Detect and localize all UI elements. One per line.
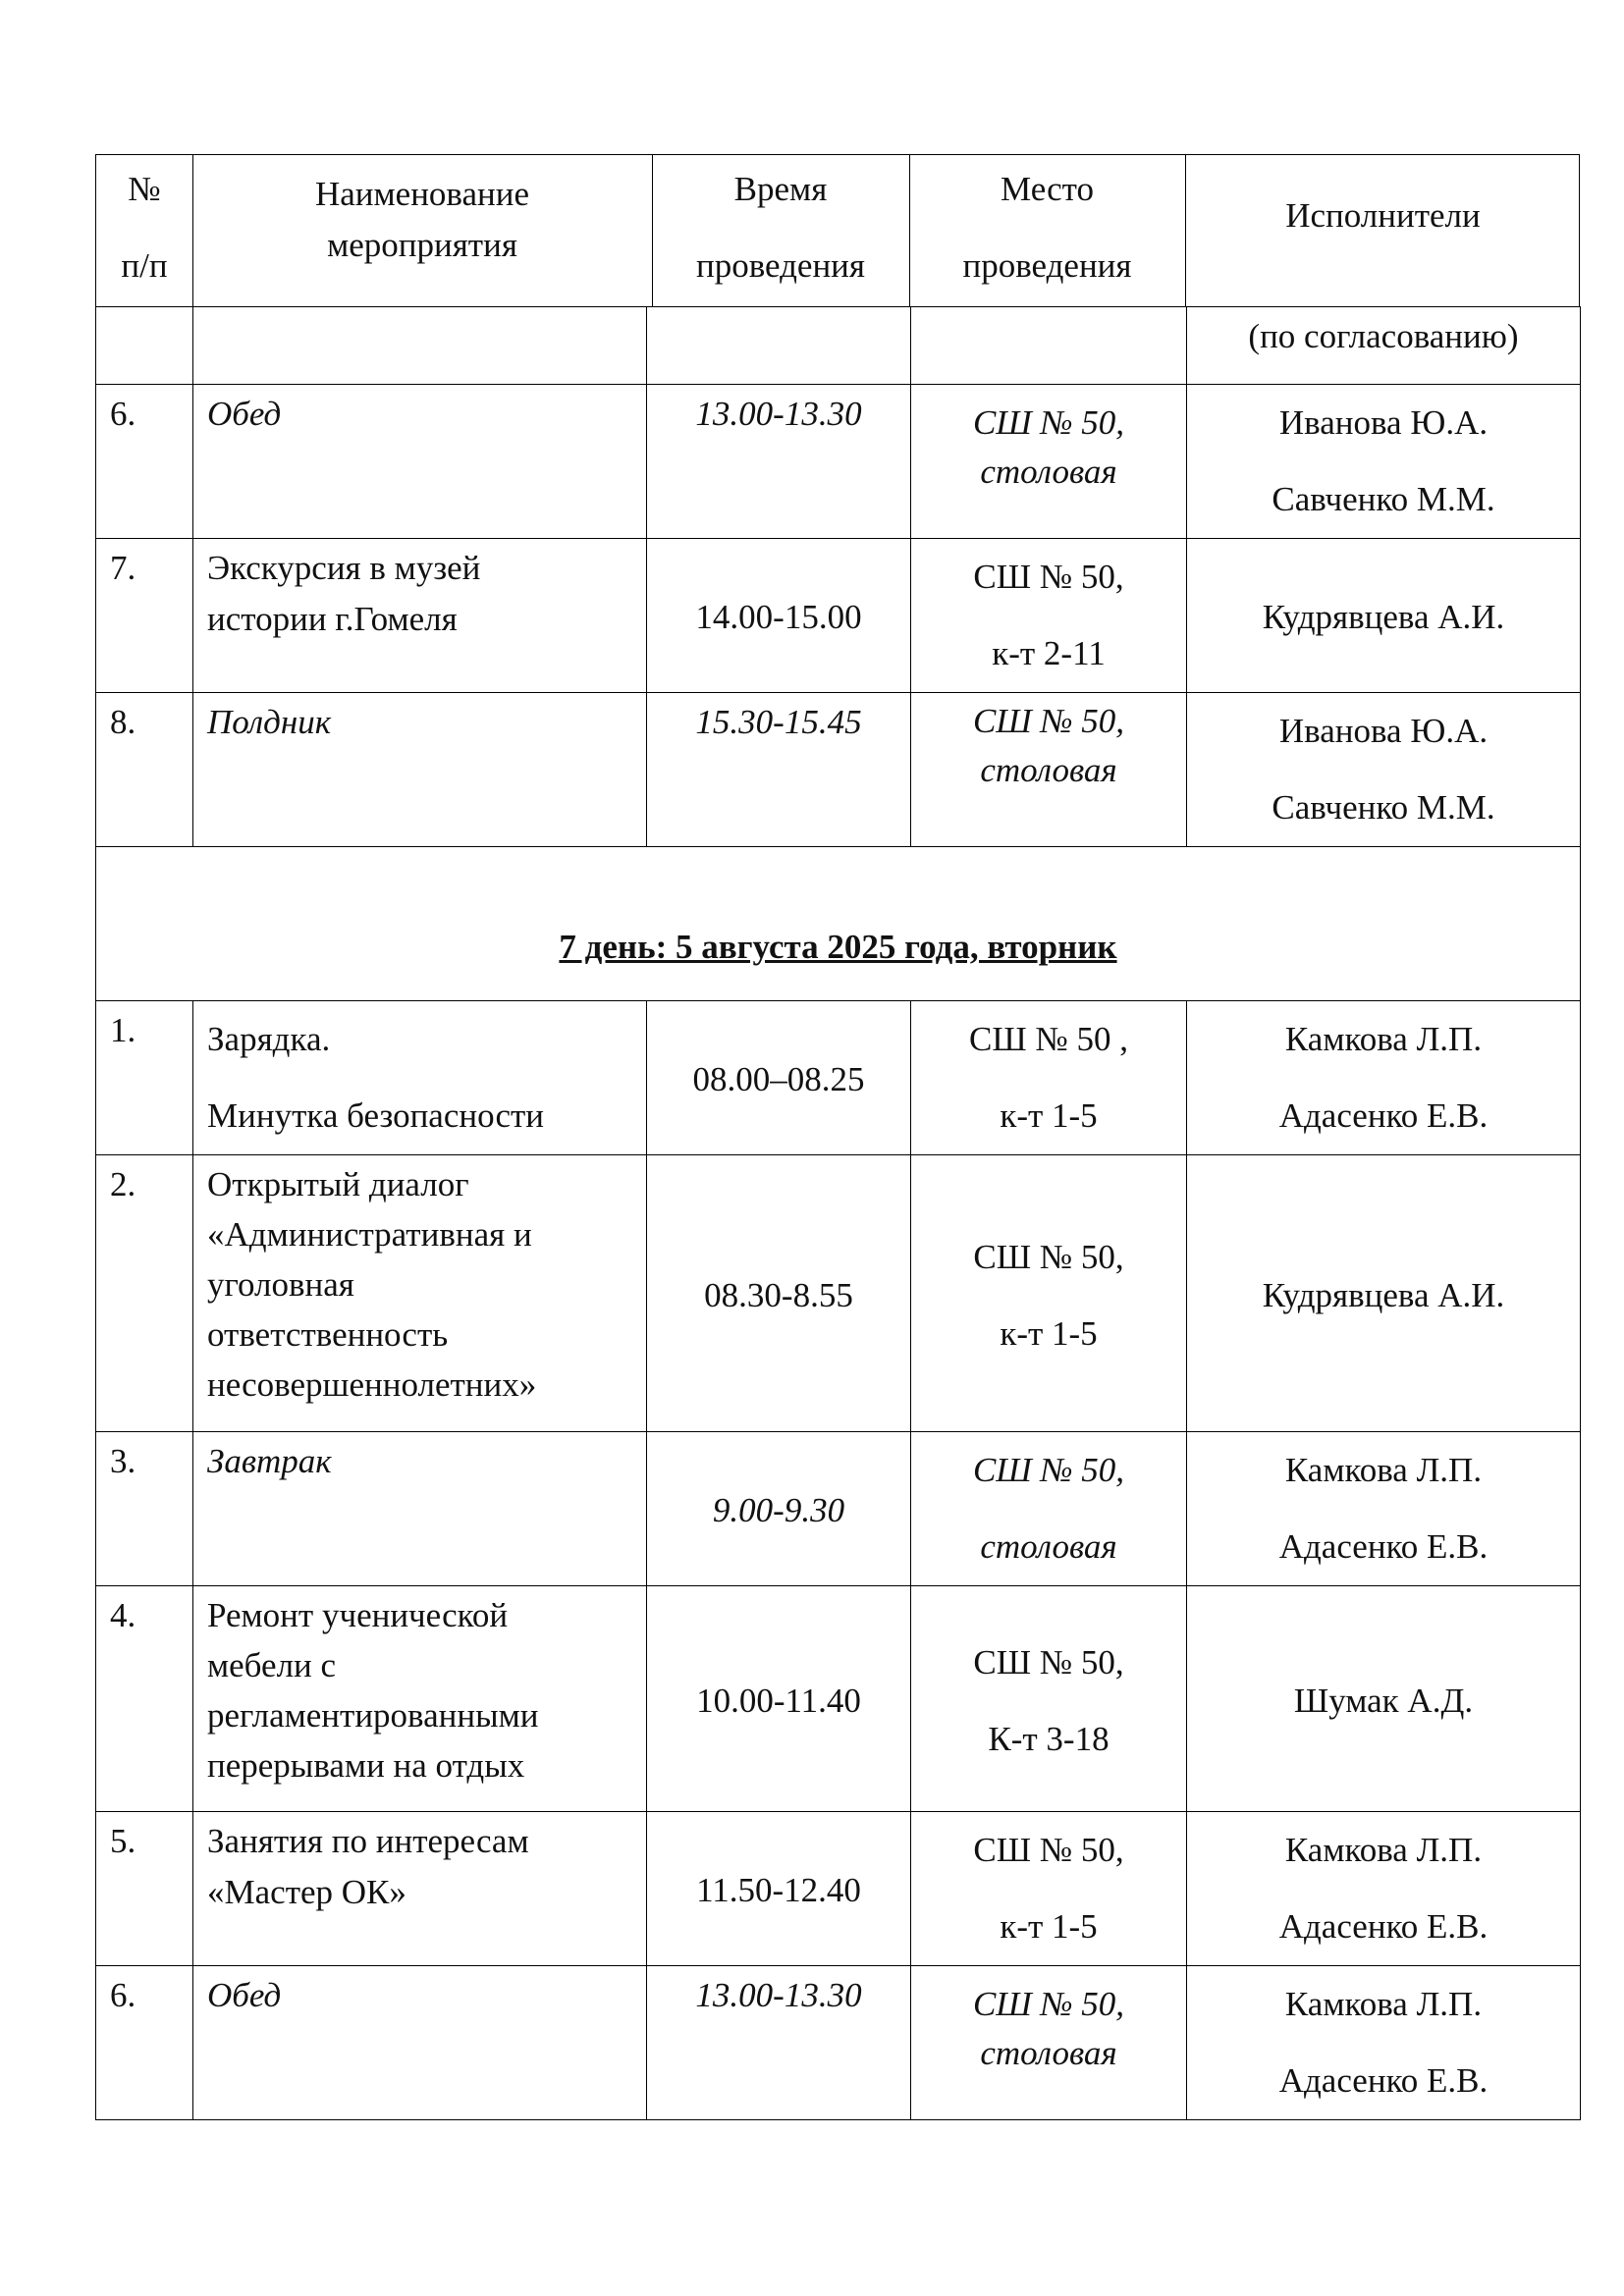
day-heading-row <box>96 847 1581 1001</box>
row-num: 7. <box>96 539 193 693</box>
row-performers: Камкова Л.П. Адасенко Е.В. <box>1187 1966 1581 2120</box>
table-row <box>96 539 1581 693</box>
row-event: Завтрак <box>193 1432 647 1586</box>
header-performers: Исполнители <box>1285 196 1481 235</box>
row-num: 6. <box>96 385 193 539</box>
table-row <box>96 1155 1581 1432</box>
row-time: 13.00-13.30 <box>647 1966 911 2120</box>
table-row <box>96 1586 1581 1812</box>
header-num: № п/п <box>121 170 168 285</box>
row-performers: Иванова Ю.А. Савченко М.М. <box>1187 693 1581 847</box>
row-num: 3. <box>96 1432 193 1586</box>
row-event: Ремонт ученической мебели с регламентированными перерывами на отдых <box>193 1586 647 1812</box>
row-event: Открытый диалог «Административная и уголовная ответственность несовершеннолетних» <box>193 1155 647 1432</box>
row-event: Экскурсия в музей истории г.Гомеля <box>193 539 647 693</box>
row-num: 2. <box>96 1155 193 1432</box>
row-performers: Камкова Л.П. Адасенко Е.В. <box>1187 1001 1581 1155</box>
row-place: СШ № 50, К-т 3-18 <box>911 1586 1187 1812</box>
table-row <box>96 1432 1581 1586</box>
row-time: 08.00–08.25 <box>647 1001 911 1155</box>
row-performers: Иванова Ю.А. Савченко М.М. <box>1187 385 1581 539</box>
continuation-note: (по согласованию) <box>1187 307 1581 385</box>
row-performers: Камкова Л.П. Адасенко Е.В. <box>1187 1812 1581 1966</box>
row-time: 9.00-9.30 <box>647 1432 911 1586</box>
row-place: СШ № 50, столовая <box>911 693 1187 847</box>
row-num: 1. <box>96 1001 193 1155</box>
row-num: 4. <box>96 1586 193 1812</box>
table-row <box>96 1001 1581 1155</box>
row-time: 10.00-11.40 <box>647 1586 911 1812</box>
row-place: СШ № 50, к-т 1-5 <box>911 1812 1187 1966</box>
header-time: Время проведения <box>695 170 866 285</box>
table-row <box>96 385 1581 539</box>
header-event: Наименование мероприятия <box>314 175 530 264</box>
row-performers: Камкова Л.П. Адасенко Е.В. <box>1187 1432 1581 1586</box>
table-header <box>95 154 1580 307</box>
row-performers: Кудрявцева А.И. <box>1187 1155 1581 1432</box>
row-time: 15.30-15.45 <box>647 693 911 847</box>
header-place: Место проведения <box>962 170 1132 285</box>
row-event: Обед <box>193 1966 647 2120</box>
schedule-table <box>95 306 1581 2120</box>
row-performers: Кудрявцева А.И. <box>1187 539 1581 693</box>
row-event: Полдник <box>193 693 647 847</box>
row-time: 14.00-15.00 <box>647 539 911 693</box>
row-place: СШ № 50, к-т 2-11 <box>911 539 1187 693</box>
row-place: СШ № 50, столовая <box>911 385 1187 539</box>
row-num: 6. <box>96 1966 193 2120</box>
row-time: 13.00-13.30 <box>647 385 911 539</box>
row-num: 5. <box>96 1812 193 1966</box>
table-row <box>96 1966 1581 2120</box>
table-row <box>96 1812 1581 1966</box>
row-place: СШ № 50 , к-т 1-5 <box>911 1001 1187 1155</box>
row-place: СШ № 50, столовая <box>911 1432 1187 1586</box>
row-performers: Шумак А.Д. <box>1187 1586 1581 1812</box>
row-time: 11.50-12.40 <box>647 1812 911 1966</box>
row-event: Занятия по интересам «Мастер ОК» <box>193 1812 647 1966</box>
row-place: СШ № 50, столовая <box>911 1966 1187 2120</box>
row-event: Обед <box>193 385 647 539</box>
row-event: Зарядка. Минутка безопасности <box>193 1001 647 1155</box>
table-row <box>96 693 1581 847</box>
row-num: 8. <box>96 693 193 847</box>
table-row <box>96 307 1581 385</box>
day-heading: 7 день: 5 августа 2025 года, вторник <box>96 847 1581 1001</box>
row-place: СШ № 50, к-т 1-5 <box>911 1155 1187 1432</box>
row-time: 08.30-8.55 <box>647 1155 911 1432</box>
